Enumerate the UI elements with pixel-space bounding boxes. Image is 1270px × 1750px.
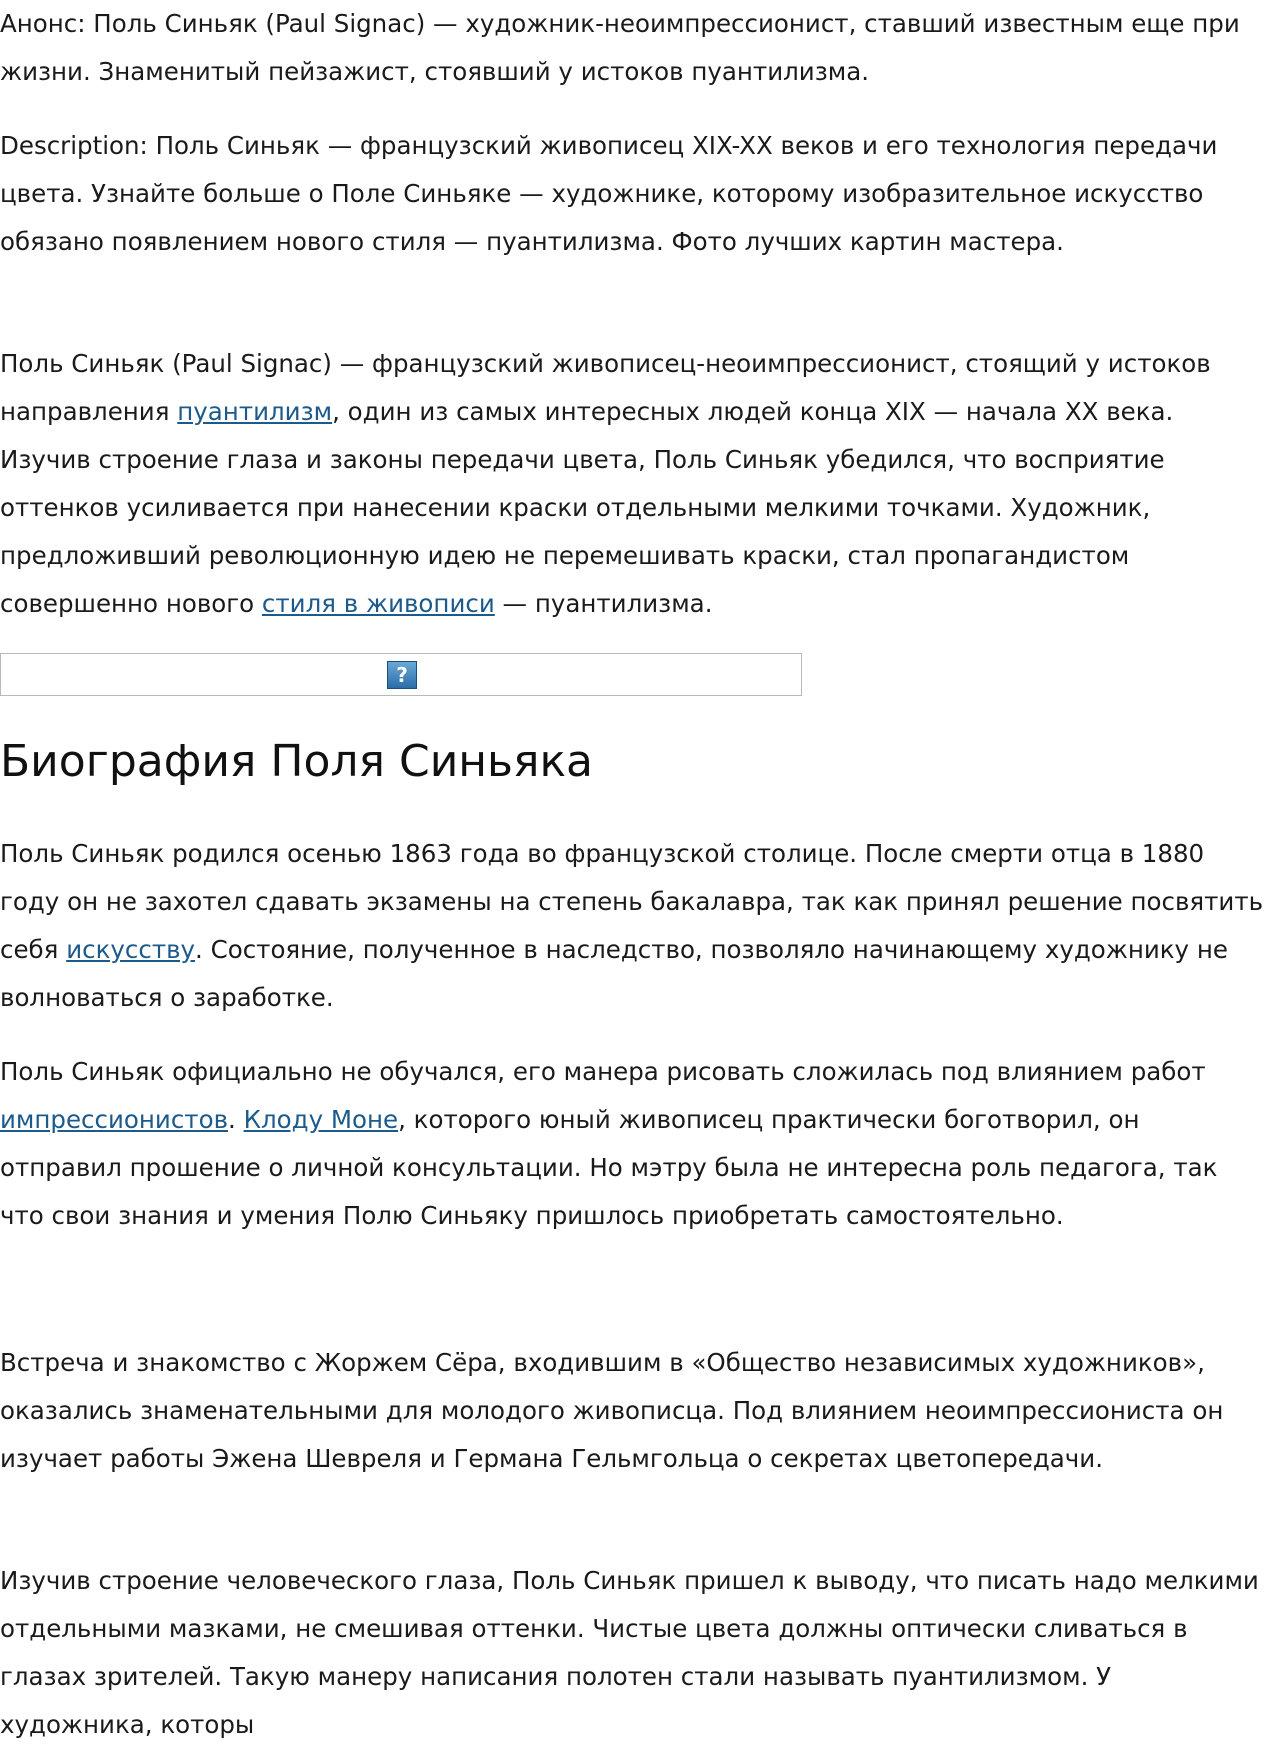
broken-image-frame <box>0 653 802 696</box>
intro-text-2: , один из самых интересных людей конца XIX — начала XX века. Изучив строение глаза и законы передачи цвета, Поль Синьяк убедился, что восприятие оттенков усиливается при нанесении краски отдельными мелкими точками. Художник, предложивший революционную идею не перемешивать краски, стал пропагандистом совершенно нового <box>0 397 1174 618</box>
bio-p1-text-2: . Состояние, полученное в наследство, позволяло начинающему художнику не волноваться о заработке. <box>0 935 1228 1012</box>
announce-paragraph: Анонс: Поль Синьяк (Paul Signac) — художник-неоимпрессионист, ставший известным еще при жизни. Знаменитый пейзажист, стоявший у истоков пуантилизма. <box>0 9 1240 86</box>
bio-p1-text-1: Поль Синьяк родился осенью 1863 года во французской столице. После смерти отца в 1880 году он не захотел сдавать экзамены на степень бакалавра, так как принял решение посвятить себя <box>0 839 1264 964</box>
impressionists-link[interactable]: импрессионистов <box>0 1105 229 1134</box>
biography-paragraph-1 <box>0 830 1268 1022</box>
bio-p2-text-2: . <box>228 1105 244 1134</box>
art-link[interactable]: искусству <box>66 935 196 964</box>
biography-paragraph-2 <box>0 1048 1268 1240</box>
intro-paragraph <box>0 340 1268 628</box>
bio-p2-text-1: Поль Синьяк официально не обучался, его манера рисовать сложилась под влиянием работ <box>0 1057 1206 1086</box>
biography-paragraph-4: Изучив строение человеческого глаза, Поль Синьяк пришел к выводу, что писать надо мелкими отдельными мазками, не смешивая оттенки. Чистые цвета должны оптически сливаться в глазах зрителей. Такую манеру написания полотен стали называть пуантилизмом. У художника, которы <box>0 1566 1259 1739</box>
bio-p2-text-3: , которого юный живописец практически боготворил, он отправил прошение о личной консультации. Но мэтру была не интересна роль педагога, так что свои знания и умения Полю Синьяку пришлось приобретать самостоятельно. <box>0 1105 1218 1230</box>
pointillism-link[interactable]: пуантилизм <box>177 397 333 426</box>
biography-paragraph-3: Встреча и знакомство с Жоржем Сёра, входившим в «Общество независимых художников», оказались знаменательными для молодого живописца. Под влиянием неоимпрессиониста он изучает работы Эжена Шевреля и Германа Гельмгольца о секретах цветопередачи. <box>0 1348 1224 1473</box>
biography-heading: Биография Поля Синьяка <box>0 736 593 787</box>
painting-style-link[interactable]: стиля в живописи <box>261 589 495 618</box>
description-paragraph: Description: Поль Синьяк — французский живописец XIX-XX веков и его технология передачи цвета. Узнайте больше о Поле Синьяке — художнике, которому изобразительное искусство обязано появлением нового стиля — пуантилизма. Фото лучших картин мастера. <box>0 131 1218 256</box>
claude-monet-link[interactable]: Клоду Моне <box>243 1105 399 1134</box>
missing-image-icon: ? <box>387 661 417 689</box>
intro-text-3: — пуантилизма. <box>494 589 713 618</box>
intro-text-1: Поль Синьяк (Paul Signac) — французский живописец-неоимпрессионист, стоящий у истоков направления <box>0 349 1211 426</box>
